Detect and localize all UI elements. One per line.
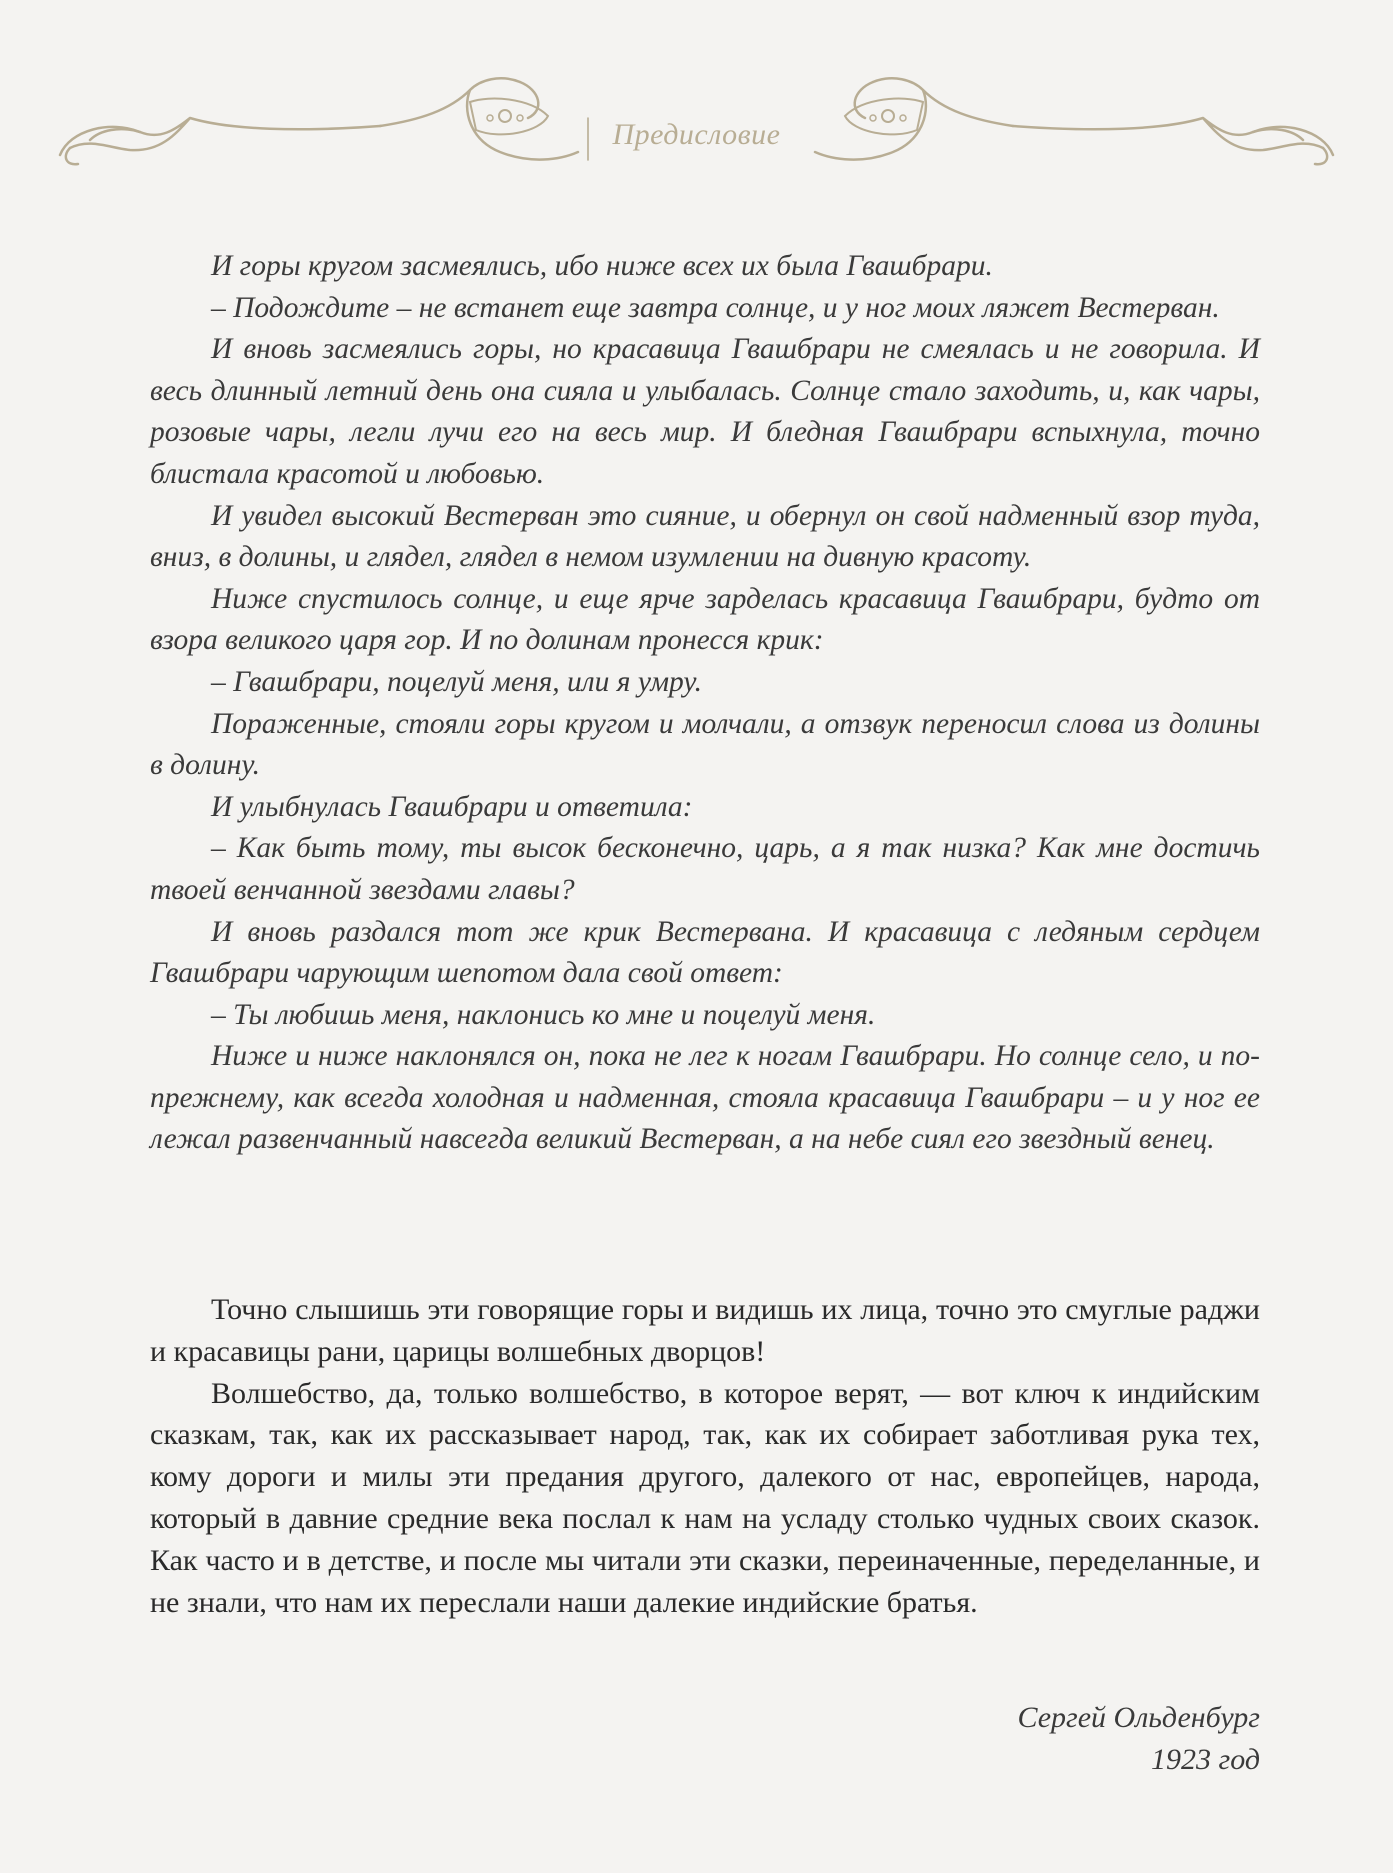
- tale-paragraph: И горы кругом засмеялись, ибо ниже всех их была Гвашбрари.: [211, 250, 993, 282]
- tale-paragraph: – Как быть тому, ты высок бесконечно, царь, а я так низка? Как мне достичь твоей венчанной звездами главы?: [150, 832, 1260, 906]
- page-title: Предисловие: [612, 118, 781, 151]
- tale-paragraph: И увидел высокий Вестерван это сияние, и обернул он свой надменный взор туда, вниз, в долины, и глядел, глядел в немом изумлении на дивную красоту.: [150, 499, 1260, 574]
- tale-paragraph: Ниже спустилось солнце, и еще ярче зарделась красавица Гвашбрари, будто от взора великого царя гор. И по долинам пронесся крик:: [150, 582, 1260, 657]
- tale-text: [150, 246, 1260, 1161]
- tale-paragraph: И улыбнулась Гвашбрари и ответила:: [211, 790, 693, 823]
- tale-paragraph: Пораженные, стояли горы кругом и молчали, а отзвук переносил слова из долины в долину.: [150, 707, 1260, 782]
- tale-paragraph: И вновь раздался тот же крик Вестервана. И красавица с ледяным сердцем Гвашбрари чарующим шепотом дала свой ответ:: [150, 915, 1260, 990]
- signature: [1017, 1697, 1260, 1781]
- signature-year: 1923 год: [1151, 1743, 1260, 1776]
- signature-author: Сергей Ольденбург: [1017, 1701, 1260, 1734]
- commentary-paragraph: Точно слышишь эти говорящие горы и видишь их лица, точно это смуглые раджи и красавицы рани, царицы волшебных дворцов!: [150, 1293, 1260, 1368]
- tale-paragraph: – Подождите – не встанет еще завтра солнце, и у ног моих ляжет Вестерван.: [211, 291, 1220, 324]
- commentary-paragraph: Волшебство, да, только волшебство, в которое верят, — вот ключ к индийским сказкам, так, как их рассказывает народ, так, как их собирает заботливая рука тех, кому дороги и милы эти предания другого, далекого от нас, европейцев, народа, который в давние средние века послал к нам на усладу столько чудных своих сказок. Как часто и в детстве, и после мы читали эти сказки, переиначенные, переделанные, и не знали, что нам их переслали наши далекие индийские братья.: [150, 1376, 1260, 1619]
- tale-paragraph: – Гвашбрари, поцелуй меня, или я умру.: [211, 665, 703, 698]
- tale-paragraph: Ниже и ниже наклонялся он, пока не лег к ногам Гвашбрари. Но солнце село, и по-прежнему, как всегда холодная и надменная, стояла красавица Гвашбрари – и у ног ее лежал развенчанный навсегда великий Вестерван, а на небе сиял его звездный венец.: [150, 1040, 1260, 1156]
- commentary-text: [150, 1289, 1260, 1623]
- tale-paragraph: И вновь засмеялись горы, но красавица Гвашбрари не смеялась и не говорила. И весь длинный летний день она сияла и улыбалась. Солнце стало заходить, и, как чары, розовые чары, легли лучи его на весь мир. И бледная Гвашбрари вспыхнула, точно блистала красотой и любовью.: [150, 333, 1260, 490]
- page-header: [0, 60, 1393, 180]
- tale-paragraph: – Ты любишь меня, наклонись ко мне и поцелуй меня.: [211, 998, 876, 1031]
